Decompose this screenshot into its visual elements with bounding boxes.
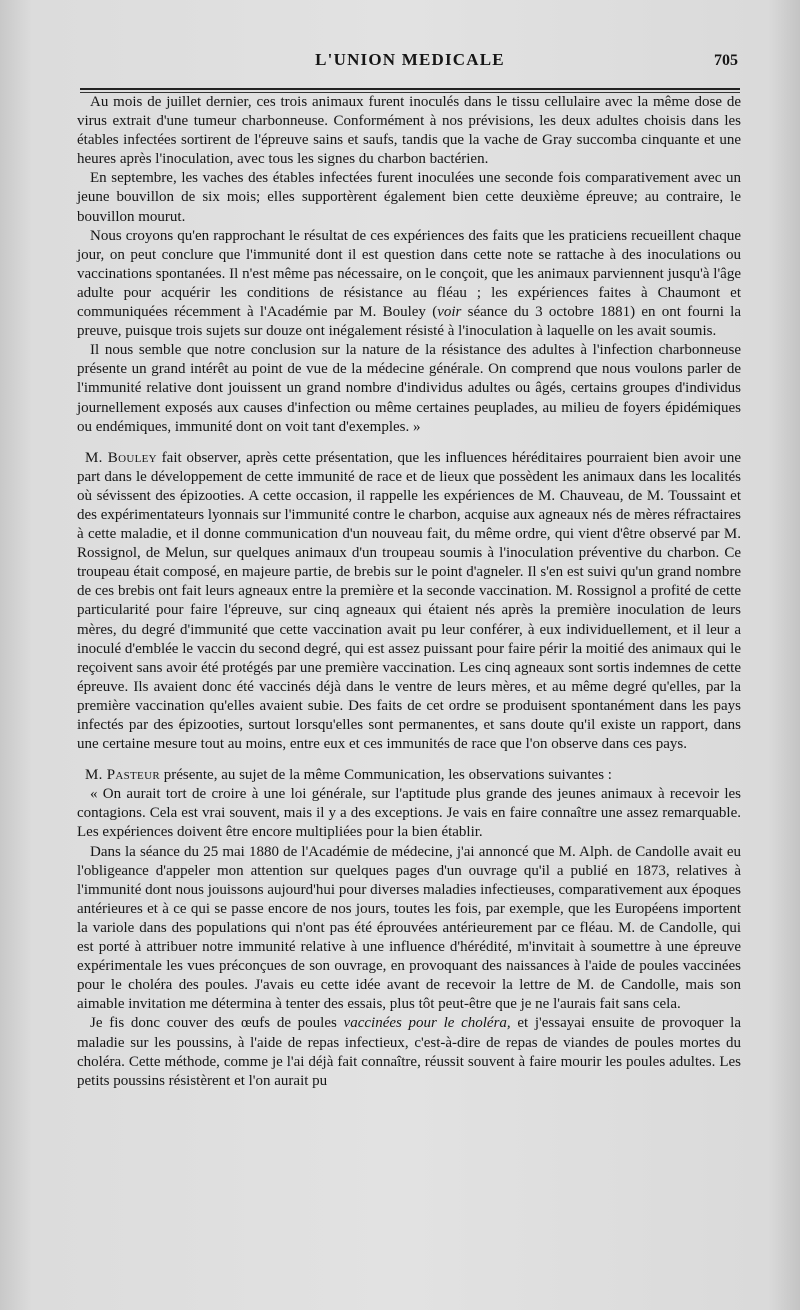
paragraph-text: séance du 3 octobre 1881) en ont fourni la preuve, puisque trois sujets sur douze ont inégalement résisté à l'inoculation à laquelle on les avait soumis. <box>77 304 741 340</box>
paragraph: « On aurait tort de croire à une loi générale, sur l'aptitude plus grande des jeunes animaux à recevoir les contagions. Cela est vrai souvent, mais il y a des exceptions. Je vais en faire connaître une assez remarquable. Les expériences doivent être encore multipliées pour la bien établir. <box>77 786 741 841</box>
paragraph <box>77 766 741 785</box>
paragraph-text: et j'essayai ensuite de provoquer la maladie sur les poussins, à l'aide de repas infectieux, c'est-à-dire de repas de viandes de poules mortes du choléra. Cette méthode, comme je l'ai déjà fait connaître, réussit souvent à faire mourir les poules adultes. Les petits poussins résistèrent et l'on aurait pu <box>77 1015 741 1089</box>
paragraph <box>77 1014 741 1090</box>
paragraph-text: Nous croyons qu'en rapprochant le résultat de ces expériences des faits que les praticiens recueillent chaque jour, on peut conclure que l'immunité dont il est question dans cette note se rattache à des inoculations ou vaccinations spontanées. Il n'est même pas nécessaire, on le conçoit, que les animaux parviennent jusqu'à l'âge adulte pour acquérir les conditions de résistance au fléau ; les expériences faites à Chaumont et communiquées récemment à l'Académie par M. Bouley ( <box>77 227 741 321</box>
page-number: 705 <box>714 52 738 69</box>
italic-word: voir <box>437 304 462 321</box>
running-title: L'UNION MEDICALE <box>315 50 505 69</box>
paragraph-text: fait observer, après cette présentation, que les influences héréditaires pourraient bien avoir une part dans le développement de cette immunité de race et de lieux que possèdent les animaux dans les localités où sévissent des épizooties. A cette occasion, il rappelle les expériences de M. Chauveau, de M. Toussaint et des expérimentateurs lyonnais sur l'immunité contre le charbon, acquise aux agneaux nés de mères réfractaires à cette maladie, et il donne communication d'un nouveau fait, du même ordre, qui vient d'être observé par M. Rossignol, de Melun, sur quelques animaux d'un troupeau soumis à l'inoculation préventive du charbon. Ce troupeau était composé, en majeure partie, de brebis sur le point d'agneler. Il s'en est suivi qu'un grand nombre de ces brebis ont fait leurs agneaux entre la première et la seconde vaccination. M. Rossignol a profité de cette particularité pour faire l'épreuve, sur cinq agneaux qui étaient nés après la première inoculation de leurs mères, du degré d'immunité que cette vaccination avait pu leur conférer, à eux individuellement, et il leur a inoculé d'emblée le vaccin du second degré, qui est assez puissant pour faire périr la moitié des animaux qui le reçoivent sans avoir été protégés par une première vaccination. Les cinq agneaux sont sortis indemnes de cette épreuve. Ils avaient donc été vaccinés déjà dans le ventre de leurs mères, et au même degré qu'elles, par la première vaccination qu'elles avaient subie. Des faits de cet ordre se produisent spontanément dans les pays infectés par des épizooties, surtout lorsqu'elles sont permanentes, et sans doute qu'il existe un rapport, dans une certaine mesure tout au moins, entre eux et ces immunités de race que l'on observe dans ces pays. <box>77 449 741 753</box>
paragraph-text: Je fis donc couver des œufs de poules <box>90 1015 344 1032</box>
paragraph <box>77 227 741 342</box>
paragraph: Il nous semble que notre conclusion sur la nature de la résistance des adultes à l'infection charbonneuse présente un grand intérêt au point de vue de la médecine générale. On comprend que nous voulons parler de l'immunité relative dont jouissent un grand nombre d'individus adultes ou âgés, certains groupes d'individus journellement exposés aux causes d'infection ou même certaines peuplades, au milieu de foyers épidémiques ou endémiques, immunité dont on voit tant d'exemples. » <box>77 342 741 435</box>
body-text <box>77 93 741 1091</box>
paragraph-text: présente, au sujet de la même Communication, les observations suivantes : <box>159 767 612 784</box>
speaker-name: M. Pasteur <box>85 767 160 784</box>
header-rule <box>80 88 740 90</box>
paragraph: Au mois de juillet dernier, ces trois animaux furent inoculés dans le tissu cellulaire avec la même dose de virus extrait d'une tumeur charbonneuse. Conformément à nos prévisions, les deux adultes choisis dans les étables infectées sortirent de l'épreuve sains et saufs, tandis que la vache de Gray succomba cinquante et une heures après l'inoculation, avec tous les signes du charbon bactérien. <box>77 94 741 168</box>
paragraph <box>77 449 741 755</box>
speaker-name: M. Bouley <box>85 449 157 466</box>
paragraph: En septembre, les vaches des étables infectées furent inoculées une seconde fois comparativement avec un jeune bouvillon de six mois; elles supportèrent également bien cette deuxième épreuve; au contraire, le bouvillon mourut. <box>77 170 741 225</box>
paragraph: Dans la séance du 25 mai 1880 de l'Académie de médecine, j'ai annoncé que M. Alph. de Candolle avait eu l'obligeance d'appeler mon attention sur quelques pages d'un ouvrage qu'il a publié en 1873, relatives à l'immunité dont nous jouissons aujourd'hui pour diverses maladies infectieuses, comparativement aux époques antérieures et à ce qui se passe encore de nos jours, toutes les fois, par exemple, que les Européens importent la variole dans des populations qui n'ont pas été éprouvées antérieurement par ce fléau. M. de Candolle, qui est porté à attribuer notre immunité relative à une influence d'hérédité, m'invitait à soumettre à une épreuve expérimentale les vues préconçues de son ouvrage, en provoquant des naissances à l'aide de poules vaccinées pour le choléra des poules. J'avais eu cette idée avant de recevoir la lettre de M. de Candolle, mais son aimable invitation me détermina à tenter des essais, plus tôt peut-être que je ne l'aurais fait sans cela. <box>77 843 741 1013</box>
page-header <box>80 50 740 76</box>
italic-phrase: vaccinées pour le choléra, <box>343 1015 511 1032</box>
